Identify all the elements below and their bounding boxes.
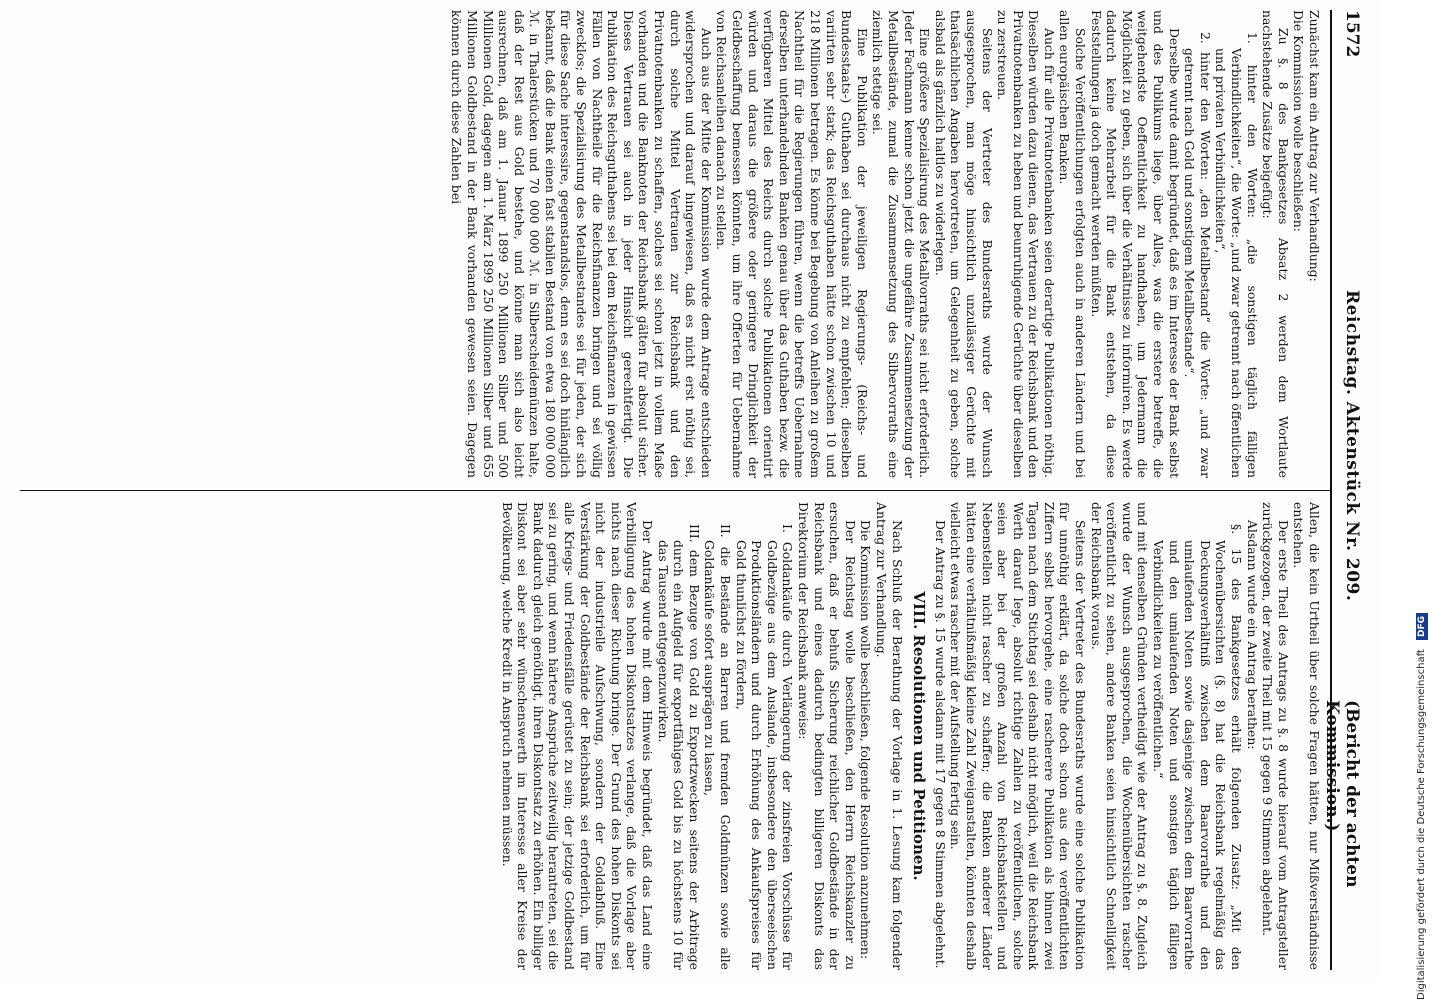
paragraph: Seitens der Vertreter des Bundesraths wurde eine solche Publikation für unnöthig erklärt, da solche doch schon aus den veröffentlichten Ziffern selbst hervorgehe, eine rascherere Publikation als binnen zwei Tagen nach dem Stichtag sei deshalb nicht möglich, weil die Reichsbank Werth darauf lege, absolut richtige Zahlen zu veröffentlichen, solche seien aber bei der großen Anzahl von Reichsbankstellen und Nebenstellen nicht rascher zu schaffen; die Banken anderer Länder hätten eine verhältnißmäßig kleine Zahl Zweiganstalten, könnten deshalb vielleicht etwas rascher mit der Aufstellung fertig sein.: [948, 502, 1089, 970]
credit-text: Digitalisierung gefördert durch die Deutsche Forschungsgemeinschaft: [1416, 649, 1427, 1000]
section-heading: VIII. Resolutionen und Petitionen.: [910, 591, 929, 881]
list-item: II. die Bestände an Barren und fremden Goldmünzen sowie alle Goldankäufe sofort ausprägen zu lassen,: [702, 524, 734, 970]
paragraph: und mit denselben Gründen vertheidigt wie der Antrag zu §. 8. Zugleich wurde der Wunsch ausgesprochen, die Wochenübersichten rascher veröffentlicht zu sehen, andere Banken seien hinsichtlich Schnelligkeit der Reichsbank voraus.: [1088, 502, 1151, 970]
column-divider: [20, 490, 1330, 491]
page-number: 1572: [1342, 10, 1362, 58]
paragraph: Auch für alle Privatnotenbanken seien derartige Publikationen nöthig. Dieselben würden dazu dienen, das Vertrauen zu der Reichsbank und den Privatnotenbanken zu heben und beunruhigende Gerüchte über dieselben zu zerstreuen.: [995, 10, 1057, 478]
paragraph: Eine Publikation der jeweiligen Regierungs- (Reichs- und Bundesstaats-) Guthaben sei durchaus nicht zu empfehlen; dieselben variirten sehr stark; das Reichsguthaben hätte schon zwischen 10 und 218 Millionen betragen. Es könne bei Begebung von Anleihen zu großem Nachtheil für die Regierungen führen, wenn die betreffs Uebernahme derselben unterhandelnden Banken genau über das Guthaben bezw. die verfügbaren Mittel des Reichs durch solche Publikationen orientirt würden und daraus die größere oder geringere Dringlichkeit der Geldbeschaffung bemessen könnten, um ihre Offerten für Uebernahme von Reichsanleihen danach zu stellen.: [714, 10, 870, 478]
paragraph: Die Kommission wolle beschließen:: [1291, 10, 1307, 232]
paragraph: Solche Veröffentlichungen erfolgten auch in anderen Ländern und bei allen europäischen Banken.: [1057, 10, 1089, 478]
paragraph: Zu §. 8 des Bankgesetzes Absatz 2 werden dem Wortlaute nachstehende Zusätze beigefügt:: [1260, 10, 1291, 478]
paragraph: Alsdann wurde ein Antrag berathen:: [1244, 520, 1260, 750]
paragraph: Der Antrag wurde mit dem Hinweis begründet, daß das Land eine Verbilligung des hohen Diskontsatzes verlange, daß die Vorlage aber nichts nach dieser Richtung bringe. Der Grund des hohen Diskonts sei nicht der industrielle Aufschwung, sondern der Goldabfluß. Eine Verstärkung der Goldbestände der Reichsbank sei erforderlich, um für alle Kriegs- und Friedensfälle gerüstet zu sein; der jetzige Goldbestand sei zu gering, und wenn härtere Ansprüche zeitweilig herantreten, sei die Bank dadurch gleich genöthigt, ihren Diskontsatz zu erhöhen. Ein billiger Diskont sei aber sehr wünschenswerth im Interesse aller Kreise der Bevölkerung, welche Kredit in Anspruch nehmen müssen.: [499, 502, 656, 970]
left-column: [12, 10, 1322, 478]
paragraph: Nach Schluß der Berathung der Vorlage in 1. Lesung kam folgender Antrag zur Verhandlung.: [873, 502, 905, 970]
page-header: [1322, 10, 1362, 970]
paragraph: Auch aus der Mitte der Kommission wurde dem Antrage entschieden widersprochen und darauf hingewiesen, daß es nicht erst nöthig sei, durch solche Mittel Vertrauen zur Reichsbank und den Privatnotenbanken zu schaffen, solches sei schon jetzt in vollem Maße vorhanden und die Banknoten der Reichsbank gälten für absolut sicher. Dieses Vertrauen sei auch in jeder Hinsicht gerechtfertigt. Die Publikation des Reichsguthabens sei bei dem Reichsfinanzen in gewissen Fällen von Nachtheile für die Reichsfinanzen bringen und sei völlig zwecklos; die Spezialisirung des Metallbestandes sei für jeden, der sich für diese Sache interessire, gegenstandslos, denn es sei doch hinlänglich bekannt, daß die Bank einen fast stabilen Bestand von etwa 180 000 000 ℳ. in Thalerstücken und 70 000 000 ℳ. in Silberscheidemünzen halte, daß der Rest aus Gold bestehe, und könne man sich also leicht ausrechnen, daß am 1. Januar 1899 250 Millionen Silber und 500 Millionen Gold, dagegen am 1. März 1899 250 Millionen Silber und 655 Millionen Goldbestand in der Bank vorhanden gewesen seien. Dagegen können durch diese Zahlen bei: [449, 10, 714, 478]
paragraph: Der Reichstag wolle beschließen, den Herrn Reichskanzler zu ersuchen, daß er behufs Sicherung reichlicher Goldbestände in der Reichsbank und eines dadurch bedingten billigeren Diskonts das Direktorium der Reichsbank anweise:: [796, 502, 858, 970]
running-subtitle: (Bericht der achten Kommission.): [1322, 700, 1362, 888]
list-item: III. dem Bezuge von Gold zu Exportzwecken seitens der Arbitrage durch ein Aufgeld für exportfähiges Gold bis zu höchstens 10 für das Tausend entgegenzuwirken.: [655, 524, 702, 970]
paragraph: Der Antrag zu §. 15 wurde alsdann mit 17 gegen 8 Stimmen abgelehnt.: [932, 520, 948, 969]
paragraph: Eine größere Spezialisirung des Metallvorraths sei nicht erforderlich. Jeder Fachmann kenne schon jetzt die ungefähre Zusammensetzung der Metallbestände, zumal die Zusammensetzung des Silbervorraths eine ziemlich stetige sei.: [870, 10, 933, 478]
paragraph: Der erste Theil des Antrags zu §. 8 wurde hierauf vom Antragsteller zurückgezogen, der zweite Theil mit 15 gegen 9 Stimmen abgelehnt.: [1260, 502, 1291, 970]
paragraph: Seitens der Vertreter des Bundesraths wurde der Wunsch ausgesprochen, man möge hinsichtlich unzulässiger Gerüchte mit thatsächlichen Angaben hervortreten, um Gelegenheit zu geben, solche alsbald als gänzlich haltlos zu widerlegen.: [932, 10, 995, 478]
footer-wrap: [1414, 0, 1430, 1000]
list-item: 2. hinter den Worten: „den Metallbestand“ die Worte: „und zwar getrennt nach Gold und sonstigem Metallbestande“.: [1182, 32, 1213, 478]
header-rule: [1330, 10, 1332, 970]
list-item: §. 15 des Bankgesetzes erhält folgenden Zusatz: „Mit den Wochenübersichten (§. 8) hat die Reichsbank regelmäßig das Deckungsverhältniß zwischen dem Baarvorrathe und den umlaufenden Noten sowie dasjenige zwischen dem Baarvorrathe und den umlaufenden Noten und sonstigen täglich fälligen Verbindlichkeiten zu veröffentlichen.“: [1151, 524, 1245, 970]
running-title: Reichstag. Aktenstück Nr. 209.: [1342, 290, 1362, 602]
list-item: I. Goldankäufe durch Verlängerung der zinsfreien Vorschüsse für Goldbezüge aus dem Auslande, insbesondere den überseeischen Produktionsländern und durch Erhöhung des Ankaufspreises für Gold thunlichst zu fördern,: [733, 524, 796, 970]
paragraph: Die Kommission wolle beschließen, folgende Resolution anzunehmen:: [858, 520, 874, 960]
list-item: 1. hinter den Worten: „die sonstigen täglich fälligen Verbindlichkeiten“, die Worte: „und zwar getrennt nach öffentlichen und privaten Verbindlichkeiten“,: [1213, 32, 1260, 478]
dfg-logo: DFG: [1416, 613, 1428, 640]
right-column: [12, 502, 1322, 970]
paragraph: Zunächst kam ein Antrag zur Verhandlung:: [1307, 10, 1322, 282]
paragraph: Allen, die kein Urtheil über solche Fragen hätten, nur Mißverständnisse entstehen.: [1291, 502, 1322, 970]
digitization-credit: [1416, 0, 1428, 1000]
paragraph: Derselbe wurde damit begründet, daß es im Interesse der Bank selbst und des Publikums liege, über Alles, was die erstere betreffe, die weitgehendste Oeffentlichkeit zu handhaben, um Jedermann die Möglichkeit zu geben, sich über die Verhältnisse zu informiren. Es werde dadurch keine Mehrarbeit für die Bank entstehen, da diese Feststellungen ja doch gemacht werden müßten.: [1088, 10, 1182, 478]
